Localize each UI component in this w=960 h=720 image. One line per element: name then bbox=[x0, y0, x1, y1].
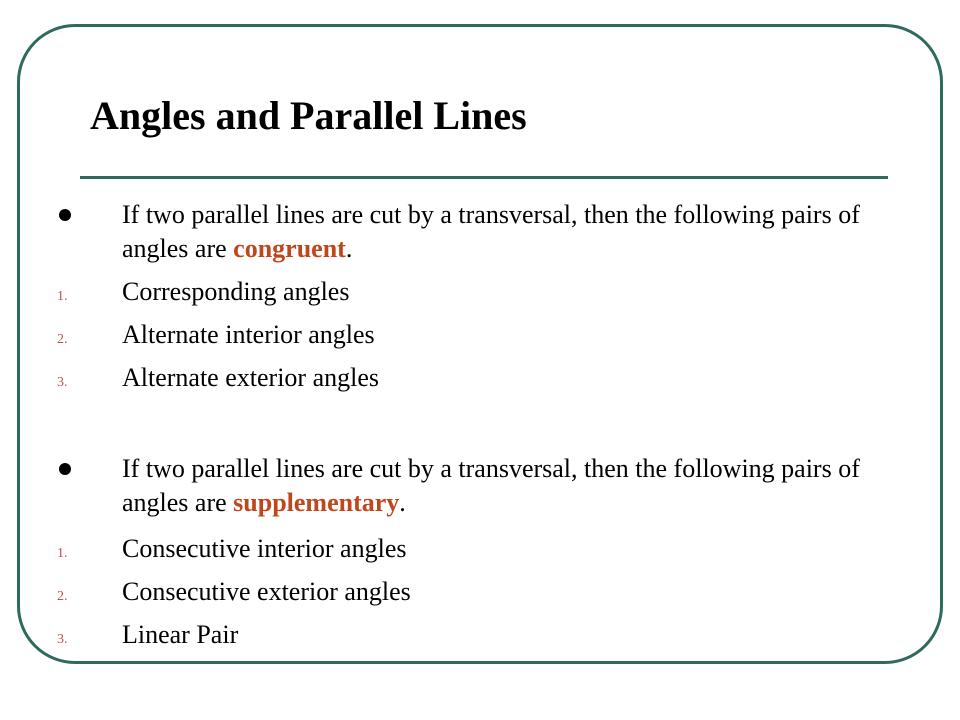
list-number: 1. bbox=[57, 289, 68, 304]
list-item-text: Consecutive exterior angles bbox=[122, 577, 411, 606]
bullet-text bbox=[122, 452, 902, 520]
keyword-supplementary: supplementary bbox=[233, 488, 400, 517]
bullet-dot-icon bbox=[59, 463, 71, 475]
list-item-text: Linear Pair bbox=[122, 620, 239, 649]
title-divider bbox=[80, 176, 888, 179]
list-item-text: Alternate interior angles bbox=[122, 320, 375, 349]
keyword-congruent: congruent bbox=[233, 234, 346, 263]
bullet-text-before: If two parallel lines are cut by a transversal, then the following pairs of angles are bbox=[122, 454, 860, 517]
list-item-text: Consecutive interior angles bbox=[122, 534, 407, 563]
list-number: 3. bbox=[57, 375, 68, 390]
bullet-text-after: . bbox=[345, 234, 353, 263]
list-number: 2. bbox=[57, 332, 68, 347]
bullet-text-before: If two parallel lines are cut by a transversal, then the following pairs of angles are bbox=[122, 200, 860, 263]
list-number: 3. bbox=[57, 632, 68, 647]
list-number: 2. bbox=[57, 589, 68, 604]
bullet-dot-icon bbox=[59, 209, 71, 221]
list-item-text: Alternate exterior angles bbox=[122, 363, 379, 392]
list-item-text: Corresponding angles bbox=[122, 277, 350, 306]
bullet-text bbox=[122, 198, 902, 266]
bullet-text-after: . bbox=[399, 488, 406, 517]
list-number: 1. bbox=[57, 546, 68, 561]
slide-title: Angles and Parallel Lines bbox=[90, 93, 527, 138]
